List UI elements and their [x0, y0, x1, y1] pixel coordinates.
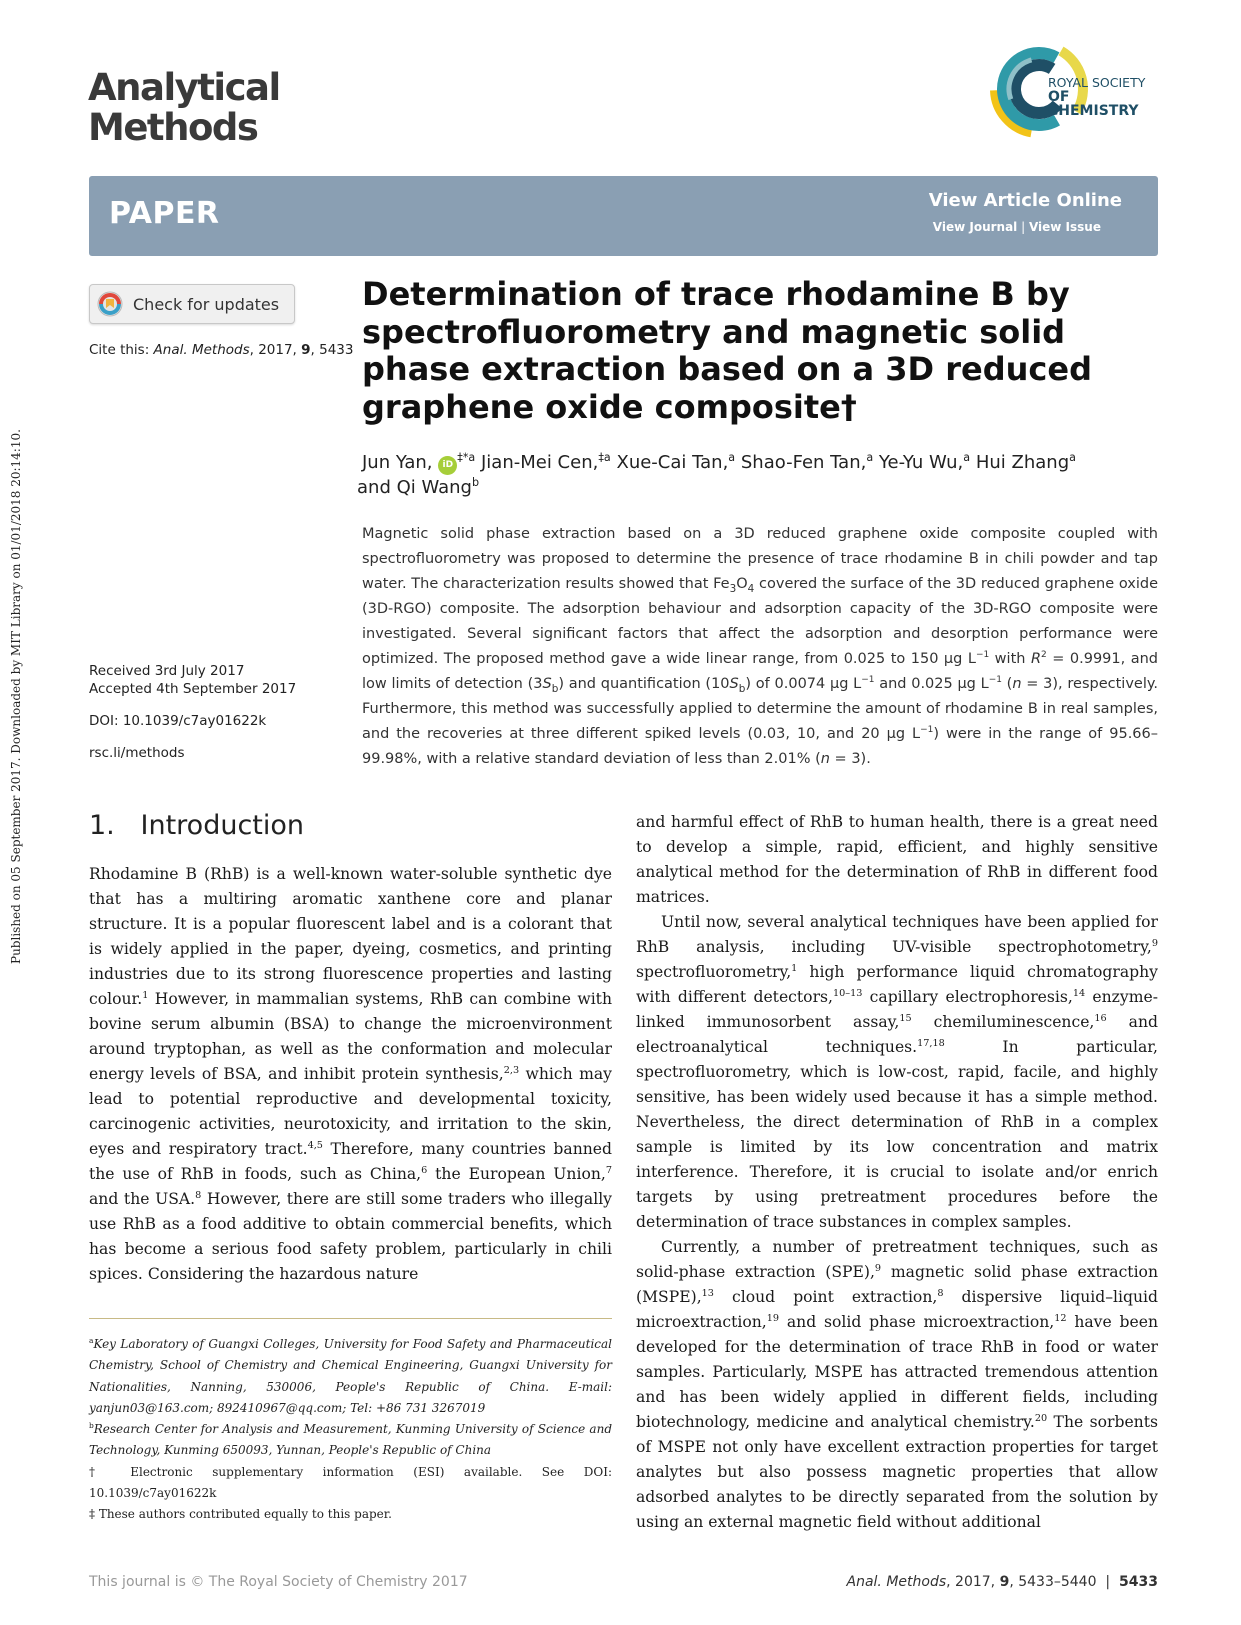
footnote-affiliation-b	[89, 1419, 612, 1462]
rsc-logo-line2: OF CHEMISTRY	[1048, 89, 1139, 119]
abstract-text: covered the surface of the 3D reduced graphene oxide (3D-RGO) composite. The adsorption behaviour and adsorption capacity of the 3D-RGO composite were investigated. Several significant factors that affect the adsorption and desorption performance were optimized. The proposed method gave a wide linear range, from 0.025 to 150 μg L	[362, 576, 1158, 667]
footnote-mark: b	[89, 1421, 94, 1431]
download-note	[6, 371, 26, 964]
body-text: Currently, a number of pretreatment techniques, such as solid-phase extraction (SPE),	[636, 1238, 1158, 1281]
cite-year: , 2017,	[249, 342, 302, 358]
journal-name-line1: Analytical	[88, 66, 280, 109]
reference-link[interactable]: 8	[195, 1189, 202, 1201]
body-text: the European Union,	[427, 1165, 606, 1183]
footnote-equal-contribution: ‡ These authors contributed equally to this paper.	[89, 1507, 392, 1522]
reference-link[interactable]: 7	[605, 1164, 612, 1176]
abstract-text: = 3), respectively. Furthermore, this method was successfully applied to determine the amount of rhodamine B in real samples, and the recoveries at three different spiked levels (0.03, 10, and 20 μg L	[362, 676, 1158, 742]
abstract-symbol: R	[1030, 651, 1042, 667]
body-text: enzyme-linked immunosorbent assay,	[636, 988, 1158, 1031]
view-journal-link[interactable]: View Journal	[932, 220, 1018, 234]
body-text: capillary electrophoresis,	[862, 988, 1073, 1006]
author-name: Ye-Yu Wu,	[873, 452, 964, 473]
body-text: high performance liquid chromatography with different detectors,	[636, 963, 1158, 1006]
body-text: Rhodamine B (RhB) is a well-known water-soluble synthetic dye that has a multiring aromatic xanthene core and planar structure. It is a popular fluorescent label and is a colorant that is widely applied in the paper, dyeing, cosmetics, and printing industries due to its strong fluorescence properties and lasting colour.	[89, 865, 612, 1008]
cite-page: , 5433	[310, 342, 354, 358]
view-article-online-link[interactable]: View Article Online	[928, 190, 1122, 211]
footer-pages: , 5433–5440	[1009, 1574, 1097, 1590]
citation	[89, 342, 354, 358]
footnote-text: Key Laboratory of Guangxi Colleges, University for Food Safety and Pharmaceutical Chemistry, School of Chemistry and Chemical Engineering, Guangxi University for Nationalities, Nanning, 530006, People's Republic of China. E-mail: yanjun03@163.com; 892410967@qq.com; Tel: +86 731 3267019	[89, 1337, 612, 1415]
abstract	[362, 522, 1158, 772]
reference-link[interactable]: 9	[874, 1262, 882, 1274]
footer-copyright: This journal is © The Royal Society of Chemistry 2017	[89, 1574, 468, 1590]
abstract-text: O	[736, 576, 748, 592]
abstract-text: ) and quantification (10	[558, 676, 730, 692]
footnote-affiliation-a	[89, 1334, 612, 1419]
journal-link[interactable]: rsc.li/methods	[89, 745, 185, 761]
author-marks: a	[866, 451, 874, 464]
author-name: Shao-Fen Tan,	[735, 452, 867, 473]
author-marks: a	[963, 451, 971, 464]
journal-name-line2: Methods	[88, 106, 258, 149]
reference-link[interactable]: 6	[421, 1164, 428, 1176]
cite-prefix: Cite this:	[89, 342, 154, 358]
crossmark-icon	[97, 291, 123, 317]
abstract-text: ) of 0.0074 μg L	[745, 676, 862, 692]
reference-link[interactable]: 9	[1151, 937, 1158, 949]
article-type-banner	[89, 176, 1158, 256]
author-name: Xue-Cai Tan,	[610, 452, 729, 473]
rsc-logo-line1: ROYAL SOCIETY	[1048, 75, 1146, 90]
paragraph: and harmful effect of RhB to human health, there is a great need to develop a simple, rapid, efficient, and highly sensitive analytical method for the determination of RhB in different food matrices.	[636, 813, 1158, 906]
body-text: The sorbents of MSPE not only have excellent extraction properties for target analytes but also possess magnetic properties that allow adsorbed analytes to be directly separated from the solution by using an external magnetic field without additional	[636, 1413, 1158, 1531]
body-text: However, in mammalian systems, RhB can combine with bovine serum albumin (BSA) to change the microenvironment around tryptophan, as well as the conformation and molecular energy levels of BSA, and inhibit protein synthesis,	[89, 990, 612, 1083]
body-text: In particular, spectrofluorometry, which is low-cost, rapid, facile, and highly sensitive, has been widely used because it has a simple method. Nevertheless, the direct determination of RhB in a complex sample is limited by its low concentration and matrix interference. Therefore, it is crucial to isolate and/or enrich targets by using pretreatment procedures before the determination of trace substances in complex samples.	[636, 1038, 1158, 1231]
view-issue-link[interactable]: View Issue	[1028, 220, 1101, 234]
accepted-date: Accepted 4th September 2017	[89, 681, 297, 697]
abstract-superscript: 2	[1041, 650, 1047, 661]
check-for-updates-label: Check for updates	[133, 294, 280, 314]
reference-link[interactable]: 12	[1054, 1312, 1067, 1324]
reference-link[interactable]: 10–13	[832, 987, 863, 999]
author-name: and Qi Wang	[357, 477, 472, 498]
footnote-esi: † Electronic supplementary information (ESI) available. See DOI: 10.1039/c7ay01622k	[89, 1464, 612, 1501]
reference-link[interactable]: 2,3	[503, 1064, 520, 1076]
abstract-subscript: b	[551, 682, 559, 695]
reference-link[interactable]: 4,5	[307, 1139, 323, 1151]
body-text: spectrofluorometry,	[636, 963, 792, 981]
author-name: Jian-Mei Cen,	[475, 452, 599, 473]
abstract-symbol: n	[820, 751, 830, 767]
body-text: dispersive liquid–liquid microextraction,	[636, 1288, 1158, 1331]
received-date: Received 3rd July 2017	[89, 663, 245, 679]
download-note-text: Published on 05 September 2017. Downloaded by MIT Library on 01/01/2018 20:14:10.	[9, 429, 23, 964]
body-text: However, there are still some traders who illegally use RhB as a food additive to obtain commercial benefits, which has become a serious food safety problem, particularly in chili spices. Considering the hazardous nature	[89, 1190, 612, 1283]
reference-link[interactable]: 20	[1034, 1412, 1048, 1424]
abstract-superscript: −1	[920, 725, 934, 736]
footnotes	[89, 1334, 612, 1526]
reference-link[interactable]: 16	[1094, 1012, 1107, 1024]
cite-journal: Anal. Methods	[153, 342, 250, 358]
abstract-text: = 0.9991, and low limits of detection (3	[362, 651, 1159, 692]
body-text: have been developed for the determination of trace RhB in food or water samples. Particularly, MSPE has attracted tremendous attention and has been widely applied in different fields, including biotechnology, medicine and analytical chemistry.	[636, 1313, 1158, 1431]
author-marks: a	[728, 451, 736, 464]
article-type-label: PAPER	[109, 196, 220, 231]
reference-link[interactable]: 13	[701, 1287, 714, 1299]
body-text: and the USA.	[89, 1190, 196, 1208]
page-number: 5433	[1119, 1574, 1158, 1590]
author-name: Hui Zhang	[970, 452, 1070, 473]
body-text: Until now, several analytical techniques have been applied for RhB analysis, including UV-visible spectrophotometry,	[636, 913, 1158, 956]
body-text: and electroanalytical techniques.	[636, 1013, 1158, 1056]
author-name: Jun Yan,	[362, 452, 433, 473]
footnote-divider	[89, 1318, 612, 1319]
cite-volume: 9	[301, 342, 311, 358]
paragraph	[636, 1235, 1158, 1535]
body-text: and solid phase microextraction,	[779, 1313, 1055, 1331]
abstract-subscript: 4	[747, 582, 755, 595]
banner-link-separator: |	[1017, 220, 1029, 234]
doi[interactable]: DOI: 10.1039/c7ay01622k	[89, 713, 267, 729]
abstract-symbol: S	[729, 676, 739, 692]
paragraph	[636, 910, 1158, 1235]
author-marks: a	[1069, 451, 1076, 464]
section-heading-introduction: 1. Introduction	[89, 810, 305, 841]
article-title: Determination of trace rhodamine B by spectrofluorometry and magnetic solid phase extraction based on a 3D reduced graphene oxide composite†	[362, 275, 1092, 426]
paragraph	[89, 862, 612, 1287]
reference-link[interactable]: 1	[142, 989, 149, 1001]
body-text: chemiluminescence,	[911, 1013, 1095, 1031]
body-text: Therefore, many countries banned the use of RhB in foods, such as China,	[89, 1140, 612, 1183]
abstract-superscript: −1	[861, 675, 875, 686]
author-marks: ‡*a	[457, 451, 476, 464]
author-marks: ‡a	[598, 451, 611, 464]
footer-journal: Anal. Methods	[846, 1574, 947, 1590]
footer-year: , 2017,	[946, 1574, 1000, 1590]
abstract-subscript: b	[738, 682, 746, 695]
reference-link[interactable]: 15	[899, 1012, 912, 1024]
footnote-mark: a	[89, 1336, 94, 1345]
reference-link[interactable]: 17,18	[917, 1037, 945, 1049]
author-marks: b	[472, 476, 480, 489]
abstract-text: (	[1001, 676, 1013, 692]
reference-link[interactable]: 1	[791, 962, 798, 974]
abstract-symbol: n	[1012, 676, 1022, 692]
author-list	[357, 450, 1162, 500]
abstract-text: ) were in the range of 95.66–99.98%, with a relative standard deviation of less than 2.01% (	[362, 726, 1158, 767]
abstract-superscript: −1	[988, 675, 1002, 686]
journal-name[interactable]	[88, 68, 280, 148]
footer-volume: 9	[999, 1574, 1010, 1590]
abstract-symbol: S	[542, 676, 552, 692]
abstract-text: Magnetic solid phase extraction based on a 3D reduced graphene oxide composite coupled with spectrofluorometry was proposed to determine the presence of trace rhodamine B in chili powder and tap water. The characterization results showed that Fe	[362, 526, 1158, 592]
body-column-left	[89, 862, 612, 1287]
abstract-text: = 3).	[829, 751, 871, 767]
rsc-logo[interactable]	[984, 34, 1159, 144]
reference-link[interactable]: 14	[1072, 987, 1086, 999]
abstract-text: and 0.025 μg L	[874, 676, 989, 692]
abstract-superscript: −1	[975, 650, 990, 661]
body-column-right	[636, 810, 1158, 1535]
abstract-text: with	[989, 651, 1031, 667]
reference-link[interactable]: 19	[766, 1312, 780, 1324]
body-text: which may lead to potential reproductive and developmental toxicity, carcinogenic activities, neurotoxicity, and irritation to the skin, eyes and respiratory tract.	[89, 1065, 612, 1158]
abstract-subscript: 3	[729, 582, 737, 595]
orcid-icon[interactable]: iD	[438, 456, 457, 475]
footer-separator: |	[1096, 1574, 1120, 1590]
body-text: magnetic solid phase extraction (MSPE),	[636, 1263, 1158, 1306]
footer-citation	[847, 1574, 1158, 1590]
footnote-text: Research Center for Analysis and Measurement, Kunming University of Science and Technology, Kunming 650093, Yunnan, People's Republic of China	[89, 1422, 612, 1458]
reference-link[interactable]: 8	[937, 1287, 944, 1299]
banner-links	[933, 220, 1101, 234]
check-for-updates-button[interactable]	[89, 284, 295, 324]
body-text: cloud point extraction,	[713, 1288, 938, 1306]
